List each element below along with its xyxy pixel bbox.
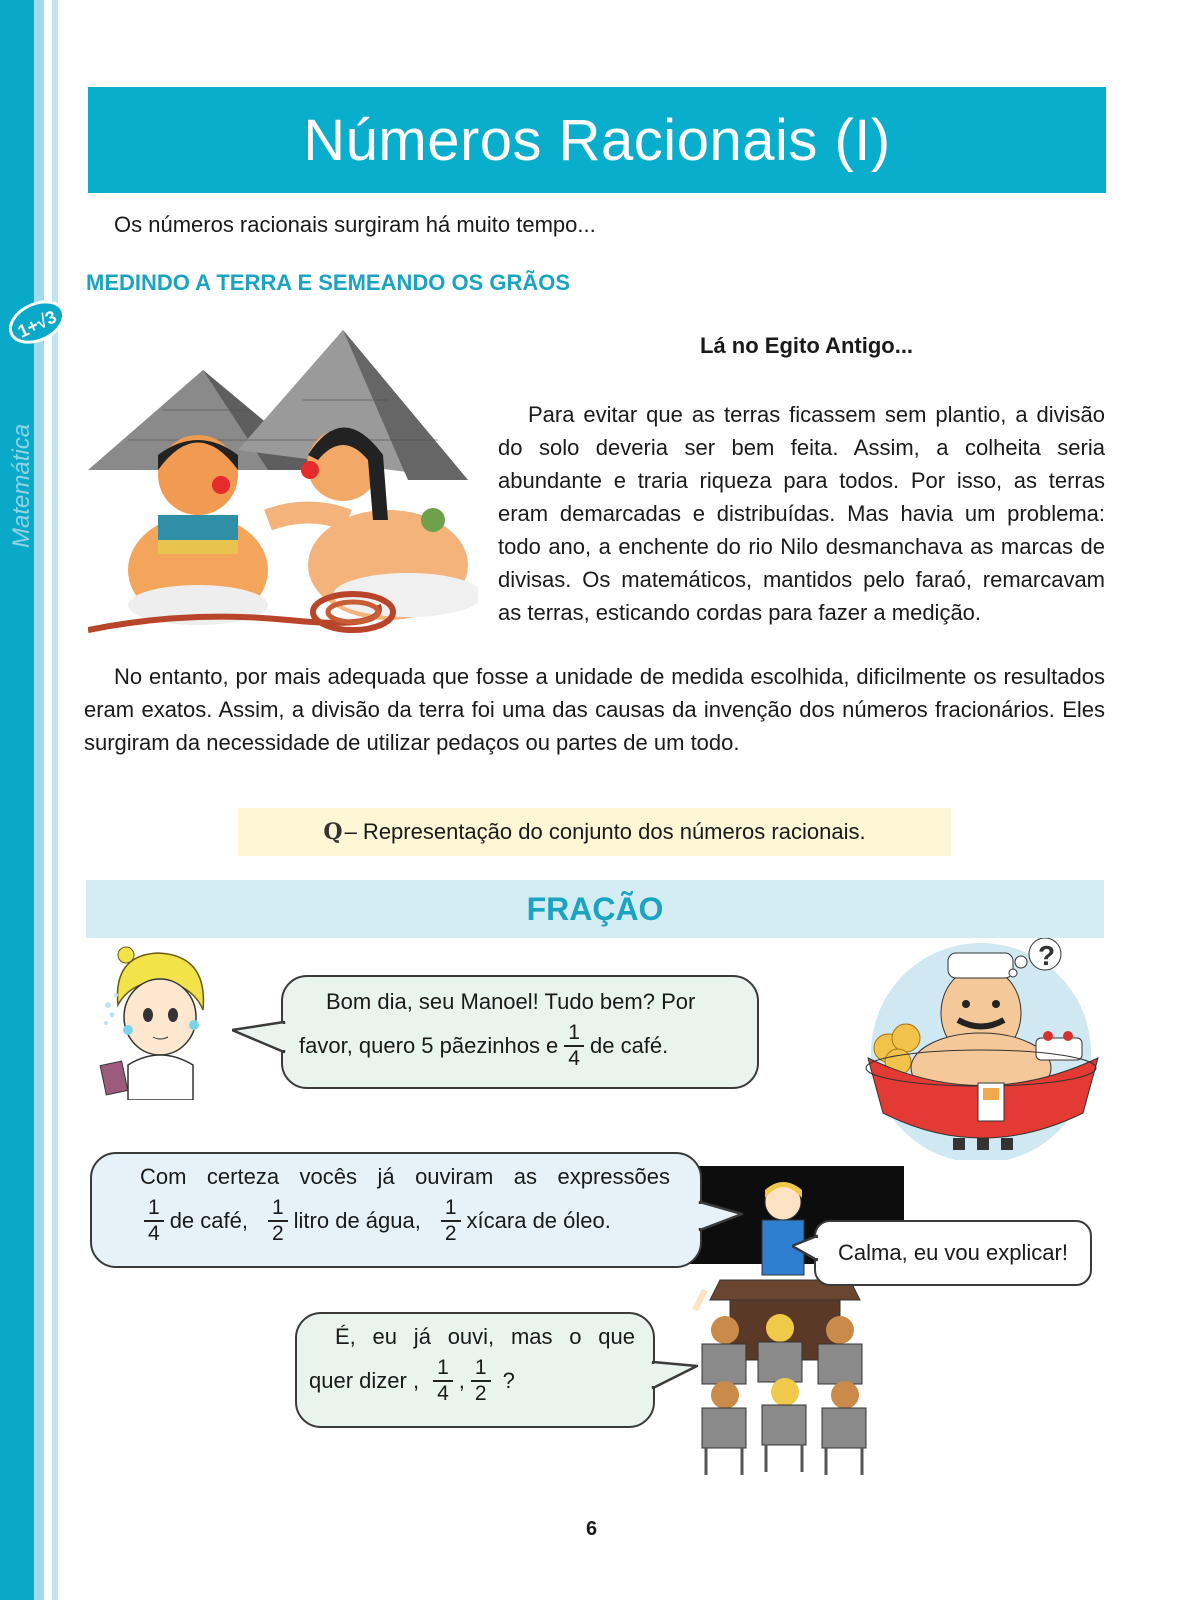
paragraph-egypt: Para evitar que as terras ficassem sem plantio, a divisão do solo deveria ser bem feita. Assim, a colheita seria abundante e traria riqueza para todos. Por isso, as terras eram demarcadas e distribuídas. Mas havia um problema: todo ano, a enchente do rio Nilo desmanchava as marcas de divisas. Os matemáticos, mantidos pelo faraó, remarcavam as terras, esticando cordas para fazer a medição. <box>498 402 1105 625</box>
paragraph-fractions: No entanto, por mais adequada que fosse a unidade de medida escolhida, dificilmente os resultados eram exatos. Assim, a divisão da terra foi uma das causas da invenção dos números fracionários. Eles surgiram da necessidade de utilizar pedaços ou partes de um todo. <box>84 664 1105 755</box>
teacher-line-2 <box>144 1196 611 1246</box>
page-title: Números Racionais (I) <box>303 107 891 173</box>
rational-set-symbol: Q <box>323 819 343 845</box>
fraction-denominator: 2 <box>474 1382 487 1405</box>
page-number: 6 <box>586 1518 598 1540</box>
fraction-numerator: 1 <box>433 1356 453 1382</box>
subject-label: Matemática <box>8 423 35 548</box>
fraction-one-quarter <box>564 1021 584 1071</box>
speech-bubble-student <box>295 1312 655 1428</box>
student-question-mark: ? <box>502 1368 515 1393</box>
fracao-heading: FRAÇÃO <box>526 890 664 927</box>
student-line-2-start: quer dizer , <box>309 1368 420 1393</box>
math-logo-icon <box>6 298 68 344</box>
bubble-tail-teacher <box>698 1198 746 1234</box>
margin-strip-edge <box>52 0 58 1600</box>
question-mark: ? <box>1038 940 1056 971</box>
teacher-text-water: litro de água, <box>293 1208 421 1233</box>
margin-strip-gap <box>44 0 52 1600</box>
girl-line-2-end: de café. <box>589 1033 669 1058</box>
margin-strip <box>0 0 34 1600</box>
fraction-denominator: 4 <box>437 1382 449 1405</box>
teacher-line-1: Com certeza vocês já ouviram as expressões <box>140 1164 670 1189</box>
calm-text: Calma, eu vou explicar! <box>838 1240 1068 1265</box>
fraction-numerator: 1 <box>471 1356 491 1382</box>
bubble-tail-calm <box>792 1234 818 1264</box>
speech-bubble-teacher <box>90 1152 702 1268</box>
egypt-pyramids-illustration <box>88 330 478 650</box>
title-banner <box>88 87 1106 193</box>
student-line-2 <box>309 1356 515 1406</box>
subheading: Lá no Egito Antigo... <box>700 333 914 358</box>
fraction-numerator: 1 <box>268 1196 288 1222</box>
student-comma: , <box>458 1368 465 1393</box>
fraction-one-half <box>471 1356 491 1406</box>
fraction-one-half <box>268 1196 288 1246</box>
section-heading: MEDINDO A TERRA E SEMEANDO OS GRÃOS <box>86 270 571 295</box>
bubble-tail-student <box>651 1358 701 1392</box>
student-line-1: É, eu já ouvi, mas o que <box>335 1324 635 1349</box>
girl-line-2 <box>299 1021 668 1071</box>
bubble-tail-girl <box>232 1018 288 1058</box>
fraction-one-quarter <box>144 1196 164 1246</box>
speech-bubble-calm <box>814 1220 1092 1286</box>
fraction-denominator: 4 <box>148 1222 160 1245</box>
fraction-numerator: 1 <box>441 1196 461 1222</box>
logo-text: 1+√3 <box>14 306 60 342</box>
fraction-one-half <box>441 1196 461 1246</box>
rational-set-text: – Representação do conjunto dos números racionais. <box>344 819 866 844</box>
margin-strip-light <box>34 0 44 1600</box>
intro-text: Os números racionais surgiram há muito tempo... <box>114 212 596 237</box>
rational-set-note <box>238 808 951 856</box>
girl-line-1: Bom dia, seu Manoel! Tudo bem? Por <box>326 989 696 1014</box>
fraction-one-quarter <box>433 1356 453 1406</box>
girl-illustration <box>98 945 218 1100</box>
teacher-text-oil: xícara de óleo. <box>466 1208 611 1233</box>
speech-bubble-girl <box>281 975 759 1089</box>
fraction-denominator: 4 <box>568 1047 580 1070</box>
teacher-text-coffee: de café, <box>169 1208 248 1233</box>
baker-illustration <box>858 938 1104 1160</box>
fraction-numerator: 1 <box>144 1196 164 1222</box>
girl-line-2-start: favor, quero 5 pãezinhos e <box>299 1033 559 1058</box>
fracao-banner <box>86 880 1104 938</box>
fraction-numerator: 1 <box>564 1021 584 1047</box>
fraction-denominator: 2 <box>271 1222 284 1245</box>
fraction-denominator: 2 <box>444 1222 457 1245</box>
